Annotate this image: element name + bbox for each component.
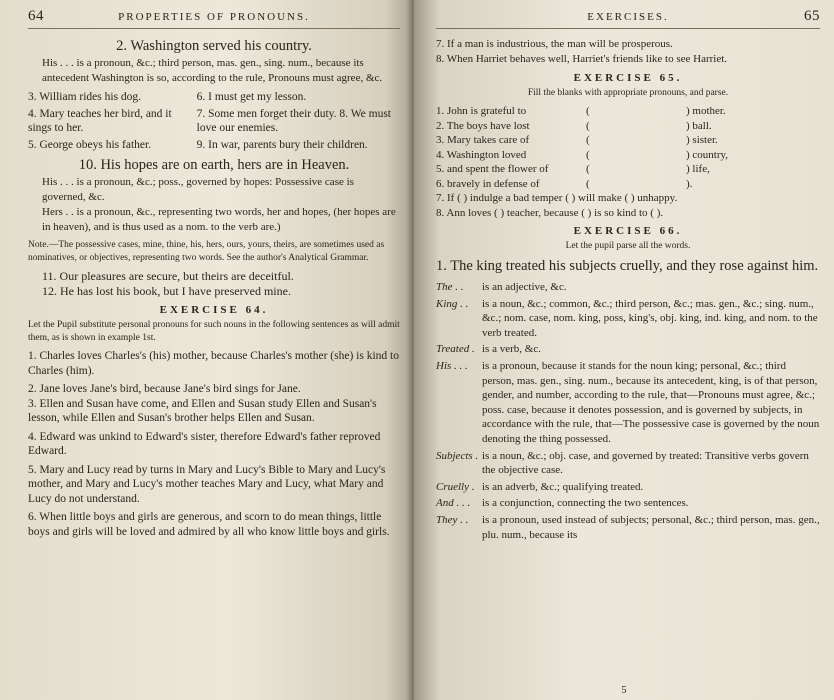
parse-note: His . . . is a pronoun, &c.; poss., governed by hopes: Possessive case is governed, &c. xyxy=(42,176,354,203)
example-sentence: 3. William rides his dog. xyxy=(28,91,142,103)
parse-row xyxy=(436,496,820,511)
parse-note: Hers . . is a pronoun, &c., representing two words, her and hopes, (her hopes are in heaven), and is thus used as a nom. to the verb are.) xyxy=(42,206,396,233)
parse-list xyxy=(436,280,820,542)
fill-blank-item xyxy=(436,133,820,148)
example-sentence: 10. His hopes are on earth, hers are in Heaven. xyxy=(78,157,350,173)
parse-definition: is an adjective, &c. xyxy=(482,281,567,293)
blank-open: ( xyxy=(586,163,590,175)
running-head: PROPERTIES OF PRONOUNS. xyxy=(118,11,310,23)
example-sentence: 2. Washington served his country. xyxy=(116,38,312,54)
fill-blank-tail: ) mother. xyxy=(686,105,726,117)
fill-blank-item: 7. If ( ) indulge a bad temper ( ) will make ( ) unhappy. xyxy=(436,192,678,204)
fill-blank-text: 5. and spent the flower of xyxy=(436,163,549,175)
parse-term: The . . xyxy=(436,281,464,293)
parse-note: His . . . is a pronoun, &c.; third person, mas. gen., sing. num., because its antecedent Washington is so, according to the rule, Pronouns must agree, &c. xyxy=(42,57,383,84)
parse-term: They . . xyxy=(436,513,469,526)
example-sentence: 1. The king treated his subjects cruelly, and they rose against him. xyxy=(436,258,819,274)
page-number: 65 xyxy=(804,8,820,24)
fill-blank-text: 1. John is grateful to xyxy=(436,105,527,117)
fill-blank-text: 4. Washington loved xyxy=(436,148,527,161)
example-sentence: 9. In war, parents bury their children. xyxy=(196,139,368,151)
blank-open: ( xyxy=(586,148,590,161)
exercise-item: 6. When little boys and girls are generous, and scorn to do mean things, little boys and girls will be loved and admired by all who know little boys and girls. xyxy=(28,511,390,538)
example-sentence: 4. Mary teaches her bird, and it sings to her. xyxy=(28,108,172,134)
fill-blank-text: 3. Mary takes care of xyxy=(436,134,530,146)
parse-definition: is a conjunction, connecting the two sentences. xyxy=(482,497,689,510)
example-sentence: 7. Some men forget their duty. 8. We must love our enemies. xyxy=(196,108,391,134)
fill-blanks-list xyxy=(436,104,820,220)
parse-row xyxy=(436,359,820,447)
blank-open: ( xyxy=(586,134,590,146)
fill-blank-tail: ). xyxy=(686,177,693,190)
exercise-item: 2. Jane loves Jane's bird, because Jane's bird sings for Jane. xyxy=(28,383,301,395)
parse-row xyxy=(436,449,820,478)
exercise-instructions: Let the pupil parse all the words. xyxy=(565,241,691,251)
fill-blank-tail: ) country, xyxy=(686,148,729,161)
example-sentence: 11. Our pleasures are secure, but theirs are deceitful. xyxy=(42,269,294,283)
parse-row xyxy=(436,513,820,542)
parse-definition: is a noun, &c.; common, &c.; third person, &c.; mas. gen., &c.; sing. num., &c.; nom. case, nom. king, poss, king's, obj. king, ind. king, and nom. to the verb treated. xyxy=(482,297,818,339)
left-page xyxy=(0,0,414,700)
parse-row xyxy=(436,480,820,495)
parse-definition: is a noun, &c.; obj. case, and governed by treated: Transitive verbs govern the objective case. xyxy=(482,449,809,477)
right-page-header xyxy=(436,8,820,29)
fill-blank-item xyxy=(436,119,820,134)
exercise-instructions: Fill the blanks with appropriate pronouns, and parse. xyxy=(527,88,729,98)
parse-term: Subjects . xyxy=(436,449,479,462)
parse-row xyxy=(436,280,820,295)
exercise-instructions: Let the Pupil substitute personal pronouns for such nouns in the following sentences as will admit them, as is shown in example 1st. xyxy=(28,320,400,343)
parse-term: His . . . xyxy=(436,359,468,372)
exercise-title: EXERCISE 66. xyxy=(573,225,683,237)
example-pair-row xyxy=(28,138,400,152)
exercise-title: EXERCISE 65. xyxy=(573,72,683,84)
page-number: 64 xyxy=(28,8,44,24)
exercise-item: 8. When Harriet behaves well, Harriet's friends like to see Harriet. xyxy=(436,53,728,65)
blank-open: ( xyxy=(586,177,590,190)
exercise-title: EXERCISE 64. xyxy=(159,304,269,316)
parse-definition: is an adverb, &c.; qualifying treated. xyxy=(482,480,644,493)
fill-blank-text: 2. The boys have lost xyxy=(436,119,530,132)
parse-row xyxy=(436,342,820,357)
fill-blank-item xyxy=(436,162,820,177)
fill-blank-item xyxy=(436,104,820,119)
parse-term: King . . xyxy=(436,297,469,310)
example-sentence: 6. I must get my lesson. xyxy=(196,91,307,103)
example-sentence: 12. He has lost his book, but I have preserved mine. xyxy=(42,284,291,298)
exercise-item: 4. Edward was unkind to Edward's sister, therefore Edward's father reproved Edward. xyxy=(28,430,381,457)
blank-open: ( xyxy=(586,105,590,117)
exercise-list xyxy=(28,349,400,539)
signature-mark: 5 xyxy=(621,685,627,696)
example-pair-row xyxy=(28,90,400,104)
fill-blank-item xyxy=(436,148,820,163)
example-pair-row xyxy=(28,107,400,135)
fill-blank-tail: ) life, xyxy=(686,163,710,175)
right-page xyxy=(414,0,834,700)
parse-definition: is a pronoun, used instead of subjects; personal, &c.; third person, mas. gen., plu. num., because its xyxy=(482,513,820,541)
fill-blank-tail: ) sister. xyxy=(686,134,718,146)
parse-definition: is a verb, &c. xyxy=(482,343,541,356)
fill-blank-text: 6. bravely in defense of xyxy=(436,177,540,190)
parse-term: Cruelly . xyxy=(436,480,475,493)
left-page-header xyxy=(28,8,400,29)
running-head: EXERCISES. xyxy=(587,11,669,23)
fill-blank-item xyxy=(436,177,820,192)
fill-blank-tail: ) ball. xyxy=(686,119,712,132)
exercise-item: 3. Ellen and Susan have come, and Ellen and Susan study Ellen and Susan's lesson, while Ellen and Susan's brother helps Ellen and Susan. xyxy=(28,397,377,424)
parse-term: Treated . xyxy=(436,343,475,356)
parse-term: And . . . xyxy=(436,497,471,510)
parse-row xyxy=(436,297,820,341)
blank-open: ( xyxy=(586,119,590,132)
note: Note.—The possessive cases, mine, thine, his, hers, ours, yours, theirs, are sometimes used as nominatives, or objectives, representing two words. See the author's Analytical Grammar. xyxy=(28,240,385,263)
fill-blank-item: 8. Ann loves ( ) teacher, because ( ) is so kind to ( ). xyxy=(436,206,664,219)
exercise-item: 7. If a man is industrious, the man will be prosperous. xyxy=(436,38,673,50)
parse-definition: is a pronoun, because it stands for the noun king; personal, &c.; third person, mas. gen., sing. num., because its antecedent, king, is of that person, gender, and number, according to the rule, that—Pronouns must agree, &c.; poss. case, because it denotes possession, and is governed by subjects, in accordance with the rule, that—The possessive case is governed by the noun denoting the thing possessed. xyxy=(482,359,820,445)
exercise-item: 5. Mary and Lucy read by turns in Mary and Lucy's Bible to Mary and Lucy's mother, and Mary and Lucy's mother teaches Mary and Lucy, what Mary and Lucy do not understand. xyxy=(28,463,386,505)
exercise-item: 1. Charles loves Charles's (his) mother, because Charles's mother (she) is kind to Charles (him). xyxy=(28,350,399,377)
example-sentence: 5. George obeys his father. xyxy=(28,139,152,151)
